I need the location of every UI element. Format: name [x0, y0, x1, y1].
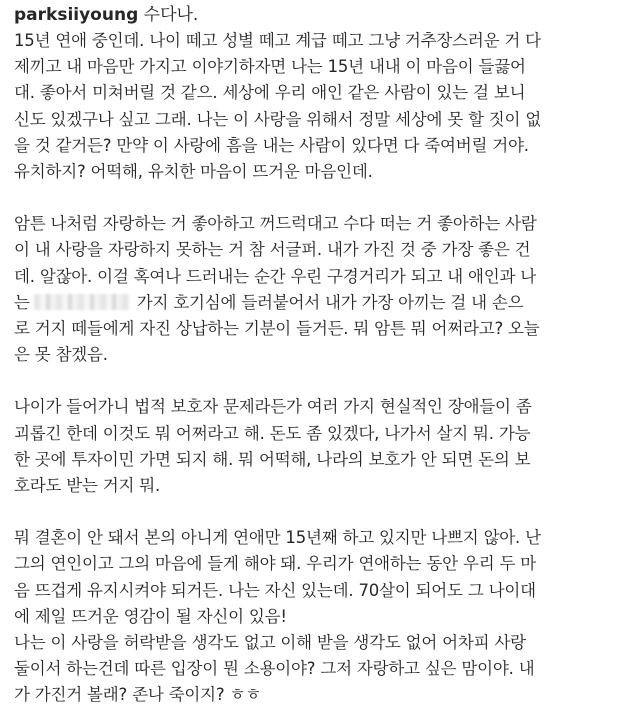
caption-paragraph-1 [14, 28, 634, 185]
caption-line: 제끼고 내 마음만 가지고 이야기하자면 나는 15년 내내 이 마음이 들끓어 [14, 57, 526, 77]
caption-paragraph-2 [14, 211, 634, 368]
caption-line: 음 뜨겁게 유지시켜야 되거든. 나는 자신 있는데. 70살이 되어도 그 나이대 [14, 580, 536, 600]
caption-header [14, 2, 634, 28]
caption-line: 암튼 나처럼 자랑하는 거 좋아하고 꺼드럭대고 수다 떠는 거 좋아하는 사람 [14, 214, 537, 234]
caption-line: 은 못 참겠음. [14, 345, 108, 365]
caption-line: 대. 좋아서 미쳐버릴 것 같으. 세상에 우리 애인 같은 사람이 있는 걸 보니 [14, 83, 526, 103]
caption-line: 그의 연인이고 그의 마음에 들게 해야 돼. 우리가 연애하는 동안 우리 두 마 [14, 554, 537, 574]
caption-line: 가 가진거 볼래? 존나 죽이지? ㅎㅎ [14, 685, 261, 705]
caption-line: 나는 이 사랑을 허락받을 생각도 없고 이해 받을 생각도 없어 어차피 사랑 [14, 633, 526, 653]
caption-paragraph-5 [14, 630, 634, 709]
caption-paragraph-4 [14, 525, 634, 630]
caption-line: 둘이서 하는건데 따른 입장이 뭔 소용이야? 그저 자랑하고 싶은 맘이야. 내 [14, 659, 535, 679]
caption-line: 이 내 사랑을 자랑하지 못하는 거 참 서글퍼. 내가 가진 것 중 가장 좋은 건 [14, 240, 531, 260]
username-link[interactable]: parksiiyoung [14, 5, 139, 25]
caption-post [14, 2, 634, 709]
caption-line: 호라도 받는 거지 뭐. [14, 476, 161, 496]
caption-paragraph-3 [14, 394, 634, 499]
caption-line: 15년 연애 중인데. 나이 떼고 성별 떼고 계급 떼고 그냥 거추장스러운 거 다 [14, 31, 541, 50]
header-text: 수다나. [138, 5, 199, 25]
caption-line: 을 것 같거든? 만약 이 사랑에 흠을 내는 사람이 있다면 다 죽여버릴 거야. [14, 135, 529, 155]
caption-line: 한 곳에 투자이민 가면 되지 해. 뭐 어떡해, 나라의 보호가 안 되면 돈의 보 [14, 449, 531, 469]
caption-line: 괴롭긴 한데 이것도 뭐 어쩌라고 해. 돈도 좀 있겠다, 나가서 살지 뭐. 가능 [14, 423, 531, 443]
caption-line-start: 는 [14, 292, 30, 312]
caption-line-end: 가지 호기심에 들러붙어서 내가 가장 아끼는 걸 내 손으 [131, 292, 524, 312]
caption-line: 나이가 들어가니 법적 보호자 문제라든가 여러 가지 현실적인 장애들이 좀 [14, 397, 532, 417]
caption-line: 신도 있겠구나 싶고 그래. 나는 이 사랑을 위해서 정말 세상에 못 할 짓이 없 [14, 109, 542, 129]
caption-line: 에 제일 뜨거운 영감이 될 자신이 있음! [14, 606, 287, 626]
caption-line: 로 거지 떼들에게 자진 상납하는 기분이 들거든. 뭐 암튼 뭐 어쩌라고? 오늘 [14, 319, 540, 339]
blurred-redaction [34, 294, 130, 310]
caption-line: 뭐 결혼이 안 돼서 본의 아니게 연애만 15년째 하고 있지만 나쁘지 않아. 난 [14, 528, 541, 548]
caption-line: 데. 알잖아. 이걸 혹여나 드러내는 순간 우린 구경거리가 되고 내 애인과 나 [14, 266, 537, 286]
caption-line: 유치하지? 어떡해, 유치한 마음이 뜨거운 마음인데. [14, 162, 373, 182]
caption-line-with-redaction [14, 290, 634, 316]
